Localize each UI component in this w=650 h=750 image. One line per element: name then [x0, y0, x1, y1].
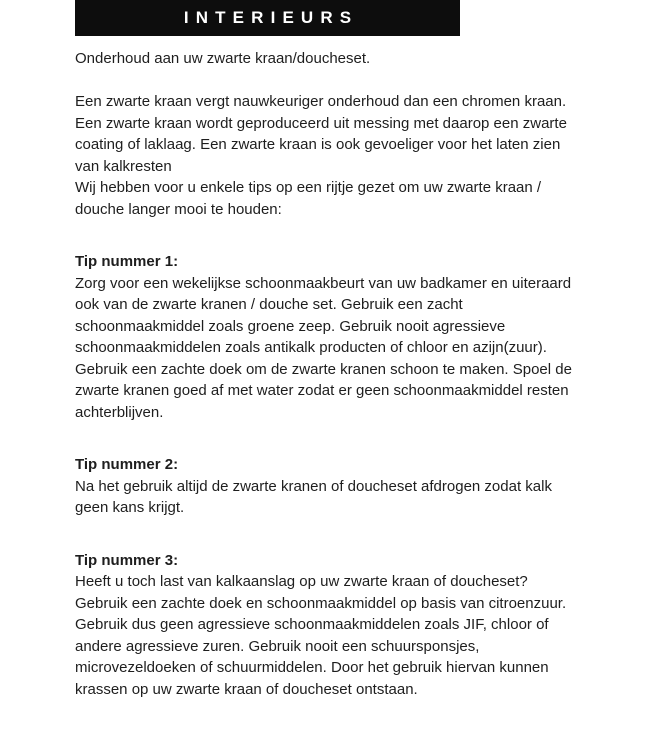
page-title: Onderhoud aan uw zwarte kraan/doucheset.	[75, 50, 371, 67]
tip-paragraph: Na het gebruik altijd de zwarte kranen of doucheset afdrogen zodat kalk geen kans krijgt.	[75, 477, 552, 516]
tip-section-1	[75, 242, 573, 423]
tip-heading: Tip nummer 2:	[75, 456, 179, 473]
tip-heading: Tip nummer 3:	[75, 551, 179, 569]
intro-block	[75, 91, 573, 220]
brand-banner	[75, 0, 460, 36]
brand-title: INTERIEURS	[183, 8, 359, 27]
tip-paragraph: Gebruik een zachte doek om de zwarte kranen schoon te maken. Spoel de zwarte kranen goed af met water zodat er geen schoonmaakmiddel resten achterblijven.	[75, 360, 572, 421]
tip-paragraph: Heeft u toch last van kalkaanslag op uw zwarte kraan of doucheset? Gebruik een zachte doek en schoonmaakmiddel op basis van citroenzuur. Gebruik dus geen agressieve schoonmaakmiddelen zoals JIF, chloor of andere agressieve zuren. Gebruik nooit een schuursponsjes, microvezeldoeken of schuurmiddelen. Door het gebruik hiervan kunnen krassen op uw zwarte kraan of doucheset ontstaan.	[75, 573, 567, 698]
tip-paragraph: Zorg voor een wekelijkse schoonmaakbeurt van uw badkamer en uiteraard ook van de zwarte kranen / douche set. Gebruik een zacht schoonmaakmiddel zoals groene zeep. Gebruik nooit agressieve schoonmaakmiddelen zoals antikalk producten of chloor en azijn(zuur).	[75, 274, 572, 356]
tip-section-3	[75, 541, 573, 701]
tip-section-2	[75, 445, 573, 519]
intro-paragraph: Een zwarte kraan vergt nauwkeuriger onderhoud dan een chromen kraan. Een zwarte kraan wordt geproduceerd uit messing met daarop een zwarte coating of laklaag. Een zwarte kraan is ook gevoeliger voor het laten zien van kalkresten	[75, 93, 567, 175]
intro-paragraph: Wij hebben voor u enkele tips op een rijtje gezet om uw zwarte kraan / douche langer mooi te houden:	[75, 179, 542, 218]
tip-heading: Tip nummer 1:	[75, 253, 179, 270]
